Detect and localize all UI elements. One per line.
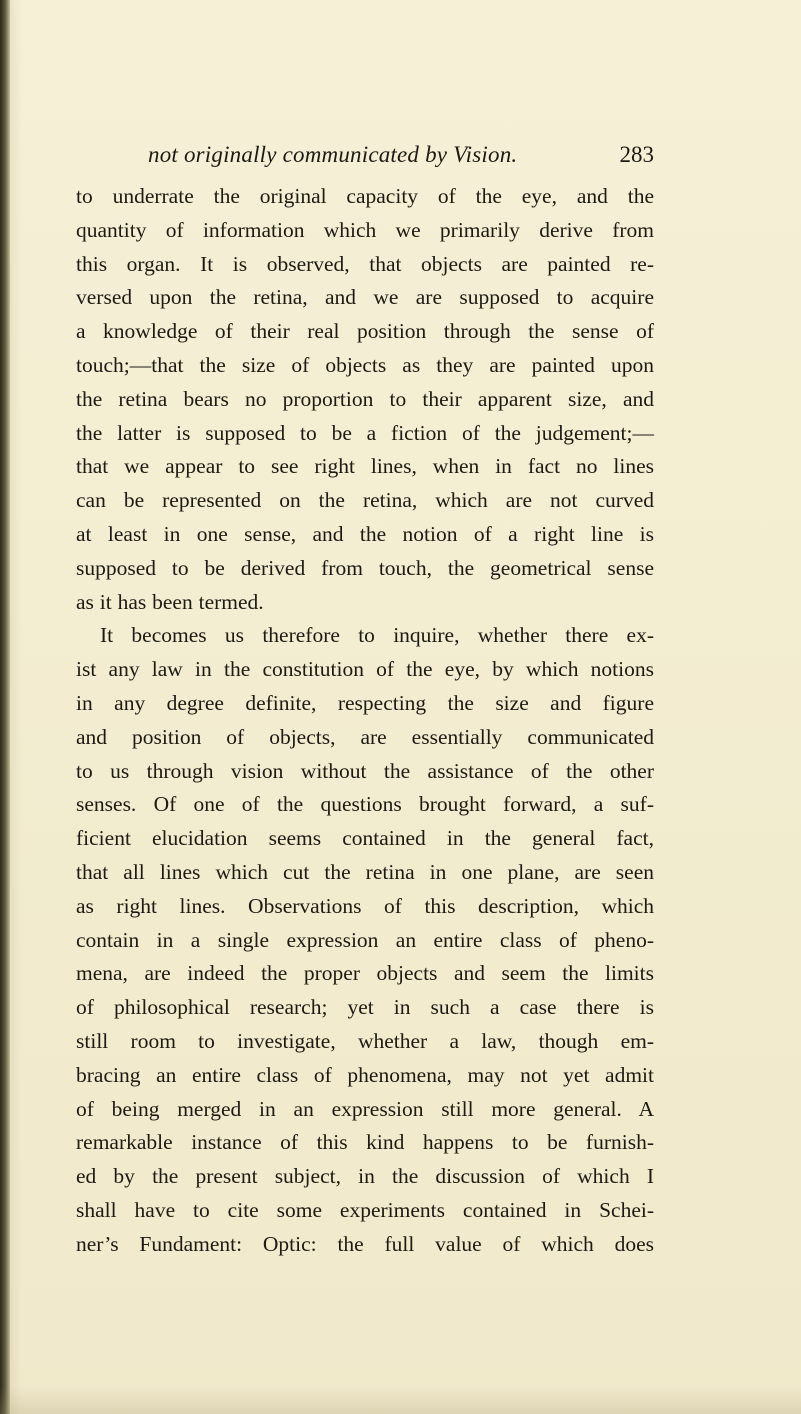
page-header xyxy=(148,142,654,176)
running-head: not originally communicated by Vision. xyxy=(148,142,518,167)
text-line: at least in one sense, and the notion of a right line is xyxy=(76,521,654,546)
text-line-paragraph-end: as it has been termed. xyxy=(76,589,264,614)
text-line: touch;—that the size of objects as they are painted upon xyxy=(76,352,654,377)
text-line: ed by the present subject, in the discussion of which I xyxy=(76,1164,654,1189)
text-line: that all lines which cut the retina in one plane, are seen xyxy=(76,859,654,884)
text-line: supposed to be derived from touch, the geometrical sense xyxy=(76,555,654,580)
text-line: can be represented on the retina, which are not curved xyxy=(76,488,654,513)
text-line: quantity of information which we primarily derive from xyxy=(76,217,654,242)
text-line: versed upon the retina, and we are supposed to acquire xyxy=(76,285,654,310)
text-line: still room to investigate, whether a law, though em- xyxy=(76,1028,654,1053)
text-line: ficient elucidation seems contained in the general fact, xyxy=(76,826,654,851)
text-line: this organ. It is observed, that objects are painted re- xyxy=(76,251,654,276)
text-line: as right lines. Observations of this description, which xyxy=(76,893,654,918)
text-line: the retina bears no proportion to their apparent size, and xyxy=(76,386,654,411)
body-text xyxy=(76,180,654,1262)
text-line: remarkable instance of this kind happens to be furnish- xyxy=(76,1130,654,1155)
text-line-paragraph-start: It becomes us therefore to inquire, whether there ex- xyxy=(100,623,654,648)
text-line: a knowledge of their real position through the sense of xyxy=(76,319,654,344)
text-line: and position of objects, are essentially communicated xyxy=(76,724,654,749)
page-gutter-shadow xyxy=(0,0,10,1414)
text-line: that we appear to see right lines, when in fact no lines xyxy=(76,454,654,479)
text-line: ist any law in the constitution of the eye, by which notions xyxy=(76,657,654,682)
text-line: to underrate the original capacity of the eye, and the xyxy=(76,184,654,208)
text-line: the latter is supposed to be a fiction of the judgement;— xyxy=(76,420,654,445)
page-bottom-shade xyxy=(0,1386,801,1414)
text-line: bracing an entire class of phenomena, may not yet admit xyxy=(76,1062,654,1087)
text-line: contain in a single expression an entire class of pheno- xyxy=(76,927,654,952)
text-line: mena, are indeed the proper objects and seem the limits xyxy=(76,961,654,986)
text-line: senses. Of one of the questions brought forward, a suf- xyxy=(76,792,654,817)
text-line: ner’s Fundament: Optic: the full value of which does xyxy=(76,1231,654,1256)
text-line: to us through vision without the assistance of the other xyxy=(76,758,654,783)
page-number: 283 xyxy=(619,142,654,167)
text-line: in any degree definite, respecting the size and figure xyxy=(76,690,654,715)
text-line: of philosophical research; yet in such a case there is xyxy=(76,995,654,1020)
text-line: of being merged in an expression still more general. A xyxy=(76,1096,654,1121)
text-line: shall have to cite some experiments contained in Schei- xyxy=(76,1197,654,1222)
